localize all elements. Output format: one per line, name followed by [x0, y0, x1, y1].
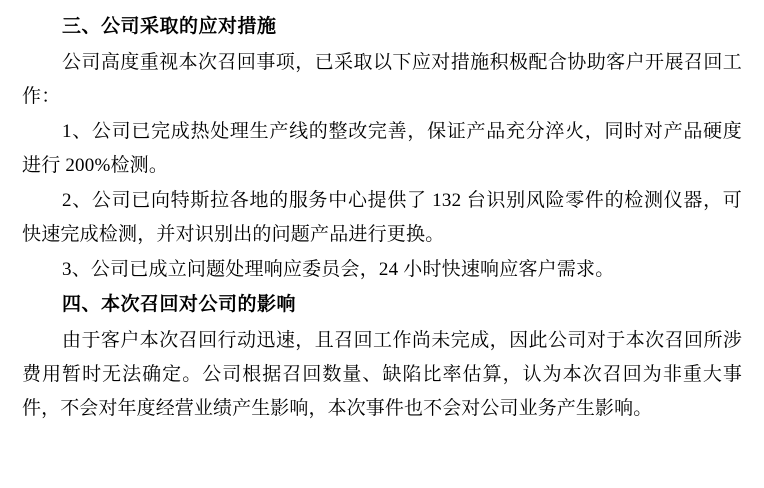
section-heading-three: 三、公司采取的应对措施	[62, 16, 277, 37]
paragraph-intro: 公司高度重视本次召回事项，已采取以下应对措施积极配合协助客户开展召回工作：	[22, 52, 742, 107]
paragraph-measure-2: 2、公司已向特斯拉各地的服务中心提供了 132 台识别风险零件的检测仪器，可快速完成检测，并对识别出的问题产品进行更换。	[22, 190, 742, 245]
paragraph-impact: 由于客户本次召回行动迅速，且召回工作尚未完成，因此公司对于本次召回所涉费用暂时无法确定。公司根据召回数量、缺陷比率估算，认为本次召回为非重大事件，不会对年度经营业绩产生影响，本次事件也不会对公司业务产生影响。	[22, 330, 742, 419]
paragraph-measure-1: 1、公司已完成热处理生产线的整改完善，保证产品充分淬火，同时对产品硬度进行 200%检测。	[22, 121, 742, 176]
section-heading-four: 四、本次召回对公司的影响	[62, 294, 297, 315]
paragraph-measure-3: 3、公司已成立问题处理响应委员会，24 小时快速响应客户需求。	[62, 259, 615, 280]
